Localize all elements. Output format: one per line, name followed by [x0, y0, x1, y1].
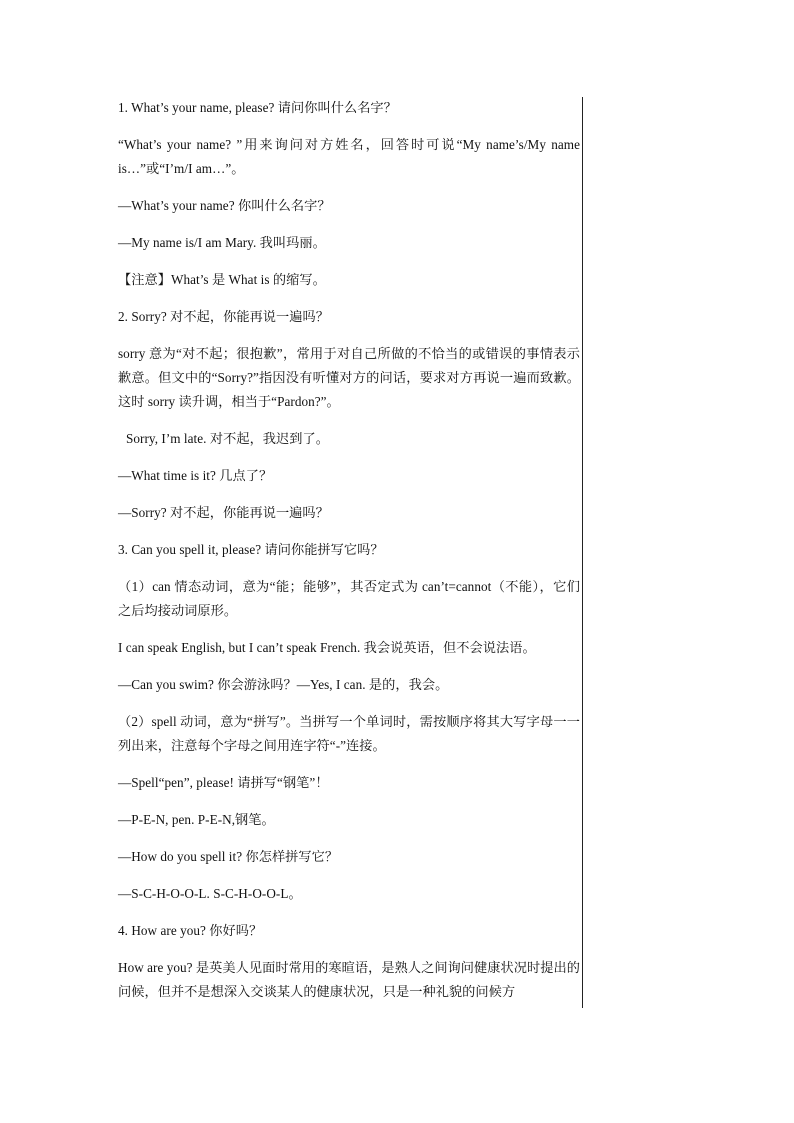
dialogue-line: —Sorry? 对不起，你能再说一遍吗？: [118, 505, 329, 520]
dialogue-line: —Can you swim? 你会游泳吗？—Yes, I can. 是的，我会。: [118, 677, 449, 692]
dialogue-line: —P-E-N, pen. P-E-N,钢笔。: [118, 812, 275, 827]
explanation-whats-your-name: “What’s your name? ”用来询问对方姓名，回答时可说“My name’s/My name is…”或“I’m/I am…”。: [118, 137, 580, 176]
dialogue-line: —S-C-H-O-O-L. S-C-H-O-O-L。: [118, 886, 302, 901]
dialogue-line: —How do you spell it? 你怎样拼写它？: [118, 849, 339, 864]
heading-sorry: 2. Sorry? 对不起，你能再说一遍吗？: [118, 309, 329, 324]
heading-spell-it: 3. Can you spell it, please? 请问你能拼写它吗？: [118, 542, 384, 557]
right-margin-rule: [582, 97, 583, 1008]
explanation-sorry: sorry 意为“对不起；很抱歉”，常用于对自己所做的不恰当的或错误的事情表示歉意。但文中的“Sorry?”指因没有听懂对方的问话，要求对方再说一遍而致歉。这时 sorry 读升调，相当于“Pardon?”。: [118, 346, 580, 409]
note-line: 【注意】What’s 是 What is 的缩写。: [118, 272, 326, 287]
heading-whats-your-name: 1. What’s your name, please? 请问你叫什么名字？: [118, 100, 397, 115]
dialogue-line: —My name is/I am Mary. 我叫玛丽。: [118, 235, 326, 250]
example-sentence: Sorry, I’m late. 对不起，我迟到了。: [126, 431, 329, 446]
heading-how-are-you: 4. How are you? 你好吗？: [118, 923, 263, 938]
dialogue-line: —What time is it? 几点了？: [118, 468, 273, 483]
explanation-spell: （2）spell 动词，意为“拼写”。当拼写一个单词时，需按顺序将其大写字母一一列出来，注意每个字母之间用连字符“-”连接。: [118, 714, 580, 753]
dialogue-line: —Spell“pen”, please! 请拼写“钢笔”！: [118, 775, 329, 790]
dialogue-line: —What’s your name? 你叫什么名字？: [118, 198, 331, 213]
explanation-can: （1）can 情态动词，意为“能；能够”，其否定式为 can’t=cannot（不能），它们之后均接动词原形。: [118, 579, 580, 618]
document-body: [118, 96, 580, 1017]
example-sentence: I can speak English, but I can’t speak French. 我会说英语，但不会说法语。: [118, 640, 536, 655]
explanation-how-are-you: How are you? 是英美人见面时常用的寒暄语，是熟人之间询问健康状况时提出的问候，但并不是想深入交谈某人的健康状况，只是一种礼貌的问候方: [118, 960, 580, 999]
